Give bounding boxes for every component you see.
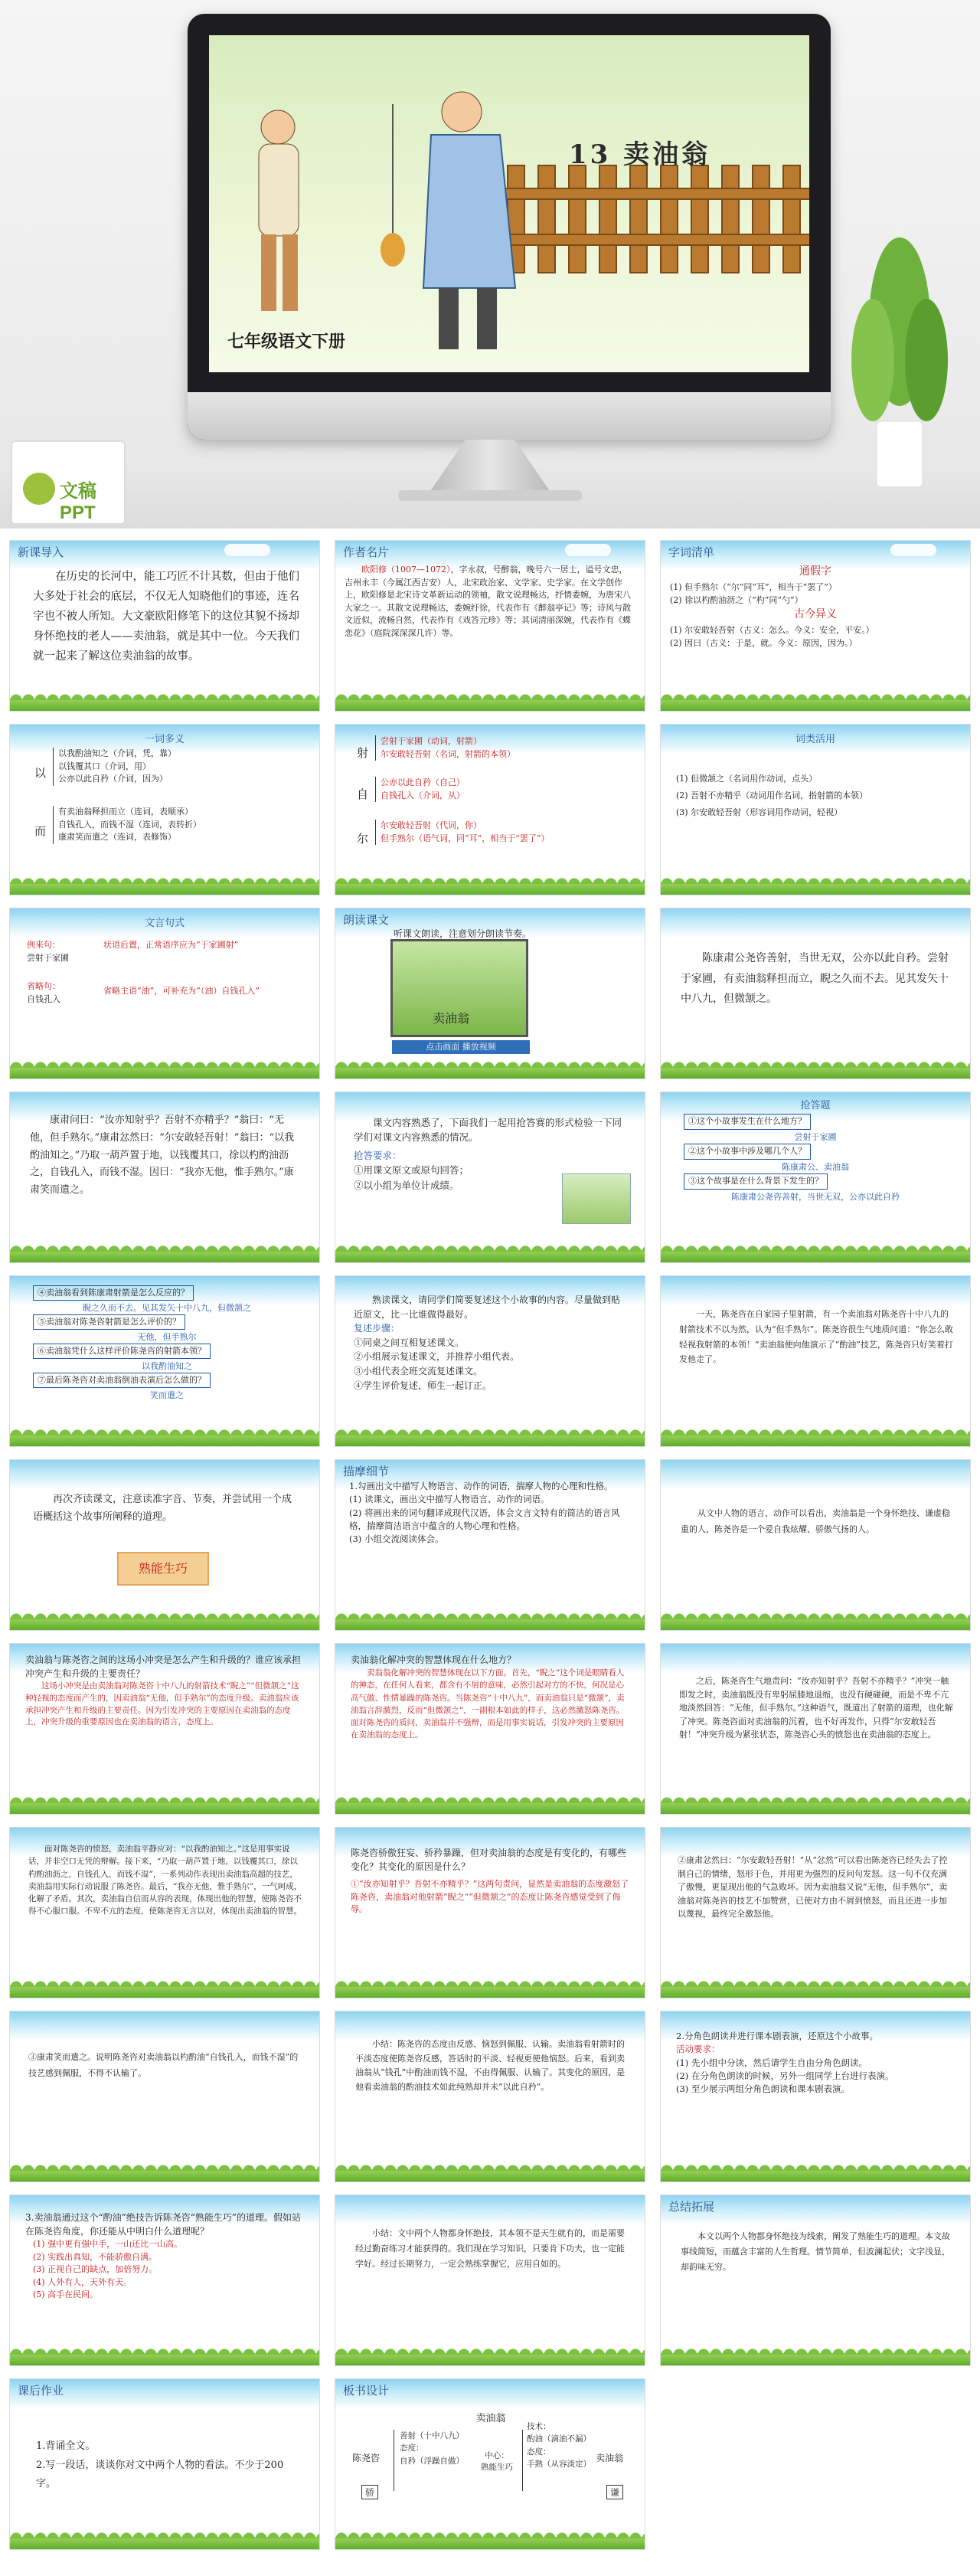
meaning: 以我酌油知之（介词，凭，靠） bbox=[58, 748, 176, 758]
homework-body bbox=[36, 2437, 296, 2534]
char-er: 而 bbox=[34, 824, 47, 838]
meaning: 公亦以此自矜（自己） bbox=[381, 777, 465, 787]
slide-wordclass[interactable] bbox=[660, 724, 971, 895]
wordclass-body bbox=[676, 771, 961, 879]
describe-answer: 从文中人物的语言、动作可以看出，卖油翁是一个身怀绝技、谦虚稳重的人，陈尧咨是一个爱自我炫耀、骄傲气扬的人。 bbox=[681, 1508, 950, 1534]
slide-tag: 文言句式 bbox=[144, 918, 185, 929]
brace-right bbox=[522, 2430, 523, 2491]
archer-figure bbox=[224, 97, 332, 319]
attitude3-answer: ③康肃笑而遣之。说明陈尧咨对卖油翁以杓酌油“自钱孔入，而钱不湿”的技艺感到佩服，不得不认输了。 bbox=[28, 2052, 299, 2078]
meaning: 有卖油翁释担而立（连词，表顺承） bbox=[58, 807, 193, 817]
retell-step: ④学生评价复述，师生一起订正。 bbox=[354, 1380, 492, 1391]
quiz-rule: ②以小组为单位计成绩。 bbox=[354, 1179, 459, 1191]
quiz-answer: 尝射于家圃 bbox=[794, 1131, 837, 1142]
slide-vocab[interactable] bbox=[660, 540, 971, 712]
slide-tag: 新课导入 bbox=[18, 545, 64, 559]
slide-tag: 字词清单 bbox=[668, 545, 715, 559]
author-name: 欧阳修（1007—1072） bbox=[361, 565, 451, 574]
reading-hint: 听课文朗读，注意划分朗读节奏。 bbox=[394, 928, 532, 939]
slide-homework[interactable] bbox=[9, 2378, 320, 2550]
quiz-question: ⑤卖油翁对陈尧咨射箭是怎么评价的？ bbox=[33, 1314, 185, 1330]
attitude2-answer: ②康肃忿然曰：“尔安敢轻吾射！”从“忿然”可以看出陈尧咨已经失去了控制自己的情绪，怒形于色，并用更为强烈的反问句发怒。这一句不仅充满了傲慢，更显现出他的气急败坏。因为卖油翁又说“无他，但手熟尔”，卖油翁对陈尧咨的技艺不加赞赏，已使对方由不屑到愤怒，而且还进一步加以蔑视，最终完全激怒他。 bbox=[678, 1855, 948, 1920]
slide-retell[interactable] bbox=[335, 1275, 645, 1447]
reread-text: 再次齐读课文，注意读准字音、节奏，并尝试用一个成语概括这个故事所阐释的道理。 bbox=[33, 1494, 292, 1524]
slide-brief-2[interactable] bbox=[335, 2195, 645, 2366]
polysemy-body bbox=[19, 748, 310, 879]
describe-body bbox=[349, 1480, 632, 1615]
slide-reading[interactable] bbox=[335, 908, 645, 1079]
describe-step: (2) 将画出来的词句翻译成现代汉语，体会文言文特有的简洁的语言风格，揣摩简洁语言中蕴含的人物心理和性格。 bbox=[349, 1507, 620, 1531]
expand-text: 本文以两个人物都身怀绝技为线索，阐发了熟能生巧的道理。本文故事线简短，而蕴含丰富的人生哲理。情节简单，但波澜起伏；文字浅显，却韵味无穷。 bbox=[681, 2231, 950, 2272]
describe-task: 1.勾画出文中描写人物语言、动作的词语，揣摩人物的心理和性格。 bbox=[349, 1481, 613, 1491]
board-diagram bbox=[349, 2410, 632, 2525]
quiz-answer: 睨之久而不去。见其发矢十中八九，但微颔之 bbox=[83, 1302, 251, 1313]
char-she: 射 bbox=[357, 746, 369, 760]
meaning: 公亦以此自矜（介词，因为） bbox=[58, 774, 168, 784]
passage-text: 康肃问曰：“汝亦知射乎？吾射不亦精乎？”翁曰：“无他，但手熟尔。”康肃忿然曰：“尔安敢轻吾射！”翁曰：“以我酌油知之。”乃取一葫芦置于地，以钱覆其口，徐以杓酌油沥之，自钱孔入，而钱不湿。因曰：“我亦无他，惟手熟尔。”康肃笑而遣之。 bbox=[30, 1115, 295, 1196]
author-bio: ，字永叔，号醉翁，晚号六一居士，谥号文忠，吉州永丰（今属江西吉安）人，北宋政治家、文学家、史学家。在文学创作上，欧阳修是北宋诗文革新运动的领袖，散文说理畅达，抒情委婉，为唐宋八大家之一。其散文说理畅达，委婉纡徐，代表作有《醉翁亭记》等；诗风与散文近似，流畅自然，代表作有《戏答元珍》等；其词清丽深婉，代表作有《蝶恋花》（庭院深深深几许）等。 bbox=[345, 565, 631, 638]
slide-roleplay[interactable] bbox=[660, 2011, 971, 2182]
monitor-base bbox=[398, 490, 582, 501]
board-text: 态度： bbox=[527, 2447, 551, 2457]
board-text: 技术： bbox=[527, 2422, 551, 2431]
roleplay-step: (2) 在分角色朗读的时候，另外一组同学上台进行表演。 bbox=[676, 2070, 894, 2081]
slide-quiz-1[interactable] bbox=[660, 1092, 971, 1263]
monitor-chin bbox=[188, 392, 831, 440]
slide-wisdom[interactable] bbox=[335, 1643, 645, 1815]
wisdom-body bbox=[351, 1653, 631, 1799]
brand-name: 文稿PPT bbox=[60, 481, 96, 523]
slide-wisdom-2[interactable] bbox=[660, 1643, 971, 1815]
potted-plant bbox=[842, 230, 957, 490]
slide-tag: 课后作业 bbox=[18, 2384, 64, 2398]
vocab-heading-1: 通假字 bbox=[799, 565, 831, 578]
conflict-answer: 这场小冲突是由卖油翁对陈尧咨十中八九的射箭技术“睨之”“但微颔之”这种轻视的态度而产生的，因卖油翁“无他，但手熟尔”的态度升级。卖油翁应该承担冲突产生和升级的主要责任。因为引发冲突的主要原因在卖油翁的态度上，冲突升级的重要原因也在卖油翁的语言，态度上。 bbox=[25, 1681, 299, 1727]
brand-calendar bbox=[11, 440, 126, 525]
board-left-name: 陈尧咨 bbox=[352, 2453, 381, 2463]
describe-step: (3) 小组交流阅读体会。 bbox=[349, 1533, 444, 1544]
slide-describe-2[interactable] bbox=[660, 1459, 971, 1631]
slide-theme[interactable] bbox=[9, 2195, 320, 2366]
board-right-trait: 谦 bbox=[606, 2485, 623, 2499]
quiz-intro: 课文内容熟悉了，下面我们一起用抢答赛的形式检验一下同学们对课文内容熟悉的情况。 bbox=[354, 1117, 622, 1144]
slide-quiz-rules[interactable] bbox=[335, 1092, 645, 1263]
quiz-question: ①这个小故事发生在什么地方？ bbox=[684, 1114, 811, 1130]
board-right-detail bbox=[527, 2421, 591, 2470]
retell-step: ③小组代表全班交流复述课文。 bbox=[354, 1365, 483, 1376]
syntax-note: 省略主语“油”，可补充为“（油）自钱孔入” bbox=[103, 986, 260, 996]
lesson-title: 13 卖油翁 bbox=[569, 139, 711, 170]
theme-answer: (1) 强中更有强中手，一山还比一山高。 bbox=[33, 2239, 183, 2249]
vocab-line: (1) 尔安敢轻吾射（古义：怎么。今义：安全，平安。） bbox=[670, 625, 874, 635]
author-text bbox=[345, 564, 635, 696]
monitor-frame bbox=[188, 14, 831, 440]
char-yi: 以 bbox=[34, 766, 47, 780]
passage-text: 陈康肃公尧咨善射，当世无双，公亦以此自矜。尝射于家圃，有卖油翁释担而立，睨之久而不去。见其发矢十中八九，但微颔之。 bbox=[681, 952, 949, 1006]
slide-polysemy[interactable] bbox=[9, 724, 320, 895]
meaning: 尔安敢轻吾射（名词，射箭的本领） bbox=[381, 748, 515, 759]
board-right-name: 卖油翁 bbox=[596, 2453, 624, 2463]
monitor-stand bbox=[429, 440, 551, 493]
slide-tag: 板书设计 bbox=[343, 2384, 390, 2398]
slide-tag: 作者名片 bbox=[343, 545, 390, 559]
slide-author[interactable] bbox=[335, 540, 645, 712]
retell-heading: 复述步骤： bbox=[354, 1323, 400, 1334]
syntax-kind: 省略句： bbox=[27, 981, 60, 991]
board-text: 中心： bbox=[485, 2451, 509, 2460]
slide-tag: 词类活用 bbox=[795, 734, 835, 745]
retell-body bbox=[354, 1293, 628, 1431]
theme-answer: (3) 正视自己的缺点，加倍努力。 bbox=[33, 2264, 158, 2274]
conflict-question: 卖油翁与陈尧咨之间的这场小冲突是怎么产生和升级的？谁应该承担冲突产生和升级的主要责任？ bbox=[25, 1655, 302, 1679]
quiz-answer: 陈康肃公尧咨善射，当世无双，公亦以此自矜 bbox=[731, 1191, 900, 1202]
board-text: 熟能生巧 bbox=[481, 2463, 513, 2472]
illustration-image bbox=[562, 1173, 631, 1224]
meaning: 自钱孔入，而钱不湿（连词，表转折） bbox=[58, 819, 201, 830]
play-video-button[interactable]: 点击画面 播放视频 bbox=[392, 1040, 530, 1054]
quiz2-body bbox=[33, 1285, 301, 1431]
slide-syntax[interactable] bbox=[9, 908, 320, 1079]
video-title: 卖油翁 bbox=[433, 1011, 470, 1026]
board-left-trait: 骄 bbox=[361, 2485, 378, 2499]
meaning: 自钱孔入（介词，从） bbox=[381, 790, 465, 800]
quiz-rules-heading: 抢答要求： bbox=[354, 1149, 402, 1161]
char-zi: 自 bbox=[357, 787, 369, 801]
slide-summary[interactable] bbox=[660, 1275, 971, 1447]
syntax-note: 状语后置，正常语序应为“于家圃射” bbox=[103, 940, 239, 950]
board-text: 善射（十中八九） bbox=[400, 2431, 464, 2440]
slide-attitude-3[interactable] bbox=[9, 2011, 320, 2182]
meaning: 以钱覆其口（介词，用） bbox=[58, 761, 151, 771]
attitude-answer: ①“汝亦知射乎？吾射不亦精乎？”这两句责问，显然是卖油翁的态度激怒了陈尧咨，卖油翁对他射箭“睨之”“但微颔之”的态度让陈尧咨感觉受到了侮辱。 bbox=[351, 1879, 629, 1914]
slide-attitude[interactable] bbox=[335, 1827, 645, 1998]
quiz-answer: 笑而遣之 bbox=[150, 1389, 184, 1400]
roleplay-heading: 活动要求： bbox=[676, 2044, 720, 2055]
char-er2: 尔 bbox=[357, 832, 369, 846]
board-text: 手熟（从容淡定） bbox=[527, 2459, 591, 2469]
theme-answer: (2) 实践出真知，不能骄傲自满。 bbox=[33, 2251, 158, 2262]
slide-text-2[interactable] bbox=[9, 1092, 320, 1263]
board-left-detail bbox=[400, 2430, 464, 2467]
homework-item: 1.背诵全文。 bbox=[36, 2440, 96, 2452]
describe-step: (1) 读课文，画出文中描写人物语言、动作的词语。 bbox=[349, 1494, 550, 1505]
theme-question: 3.卖油翁通过这个“酌油”绝技告诉陈尧咨“熟能生巧”的道理。假如站在陈尧咨角度，你还能从中明白什么道理呢？ bbox=[25, 2212, 301, 2237]
textbook-subtitle: 七年级语文下册 bbox=[227, 332, 346, 352]
slide-tag: 描摩细节 bbox=[343, 1465, 390, 1478]
slide-conflict[interactable] bbox=[9, 1643, 320, 1815]
cover-slide bbox=[209, 35, 809, 372]
syntax-body bbox=[19, 939, 310, 1063]
wisdom-answer: 卖翁翁化解冲突的智慧体现在以下方面。首先，“睨之”这个词是眼睛看人的神态，在任何人看来，都含有不屑的意味，必然引起对方的不快，何况是心高气傲、性情暴躁的陈尧咨。当陈尧咨“十中八九”，而卖油翁只是“微颔”，卖油翁言辞激烈，反而“但微颔之”，一副根本如此的样子，这必然激怒陈尧咨。面对陈尧咨的质问，卖油翁并不强辩，而是用事实说话，引发冲突的主要原因在卖油翁的态度上。 bbox=[351, 1668, 625, 1740]
hero-banner bbox=[0, 0, 980, 529]
homework-item: 2.写一段话，谈谈你对文中两个人物的看法。不少于200字。 bbox=[36, 2459, 284, 2490]
theme-body bbox=[25, 2211, 305, 2350]
slide-intro[interactable] bbox=[9, 540, 320, 712]
board-text: 酌油（滴油不漏） bbox=[527, 2434, 591, 2444]
roleplay-body bbox=[676, 2030, 955, 2166]
wisdom2-answer: 之后，陈尧咨生气地责问：“汝亦知射乎？吾射不亦精乎？”冲突一触即发之时，卖油翁既没有卑躬屈膝地退缩，也没有硬碰硬，而是不卑不亢地淡然回答：“无他，但手熟尔。”这种语气，既道出了射箭的道理，也化解了冲突。陈尧咨面对卖油翁的沉着，也不好再发作，只得“尔安敢轻吾射！”冲突升级为紧张状态，陈尧咨心头的愤怒也在卖油翁的态度上。 bbox=[679, 1676, 953, 1740]
slide-tag: 总结拓展 bbox=[668, 2200, 715, 2214]
vocab-line: (1) 但手熟尔（“尔”同“耳”，相当于“罢了”） bbox=[670, 582, 837, 592]
wordclass-line: (2) 吾射不亦精乎（动词用作名词，指射箭的本领） bbox=[676, 790, 868, 800]
meaning: 尔安敢轻吾射（代词，你） bbox=[381, 820, 482, 830]
board-text: 态度： bbox=[400, 2443, 424, 2453]
wisdom3-answer: 面对陈尧咨的愤怒，卖油翁平静应对：“以我酌油知之。”这是用事实说话，并非空口无凭的辩解。接下来，“乃取一葫芦置于地，以钱覆其口，徐以杓酌油沥之，自钱孔入，而钱不湿”，一系列动作表现出卖油翁高超的技艺，卖油翁用实际行动说服了陈尧咨。最后，“我亦无他，惟手熟尔”，一气呵成，化解了矛盾。其次，卖油翁自信而从容的表现，体现出他的智慧，使陈尧咨不得不心服口服。不卑不亢的态度，使陈尧咨无言以对，体现出卖油翁的智慧。 bbox=[28, 1844, 302, 1916]
quiz-question: ④卖油翁看到陈康肃射箭是怎么反应的？ bbox=[33, 1285, 194, 1301]
vocab-line: (2) 因曰（古义：于是，就。今义：原因，因为。） bbox=[670, 637, 858, 648]
quiz-question: ③这个故事是在什么背景下发生的？ bbox=[684, 1173, 828, 1190]
slide-polysemy-2[interactable] bbox=[335, 724, 645, 895]
slide-quiz-2[interactable] bbox=[9, 1275, 320, 1447]
slide-wisdom-3[interactable] bbox=[9, 1827, 320, 1998]
meaning: 尝射于家圃（动词，射箭） bbox=[381, 736, 482, 746]
retell-step: ①同桌之间互相复述课文。 bbox=[354, 1337, 465, 1348]
retell-step: ②小组展示复述课文，并推荐小组代表。 bbox=[354, 1351, 520, 1363]
slide-reread[interactable] bbox=[9, 1459, 320, 1631]
meaning: 康肃笑而遣之（连词，表修饰） bbox=[58, 832, 176, 842]
intro-text: 在历史的长河中，能工巧匠不计其数，但由于他们大多处于社会的底层，不仅无人知晓他们的事迹，连名字也不被人所知。大文豪欧阳修笔下的这位其貌不扬却身怀绝技的老人——卖油翁，就是其中一位。今天我们就一起来了解这位卖油翁的故事。 bbox=[33, 571, 299, 663]
wordclass-line: (1) 但微颔之（名词用作动词，点头） bbox=[676, 774, 818, 784]
brief2-text: 小结：文中两个人物都身怀绝技，其本领不是天生就有的，而是需要经过勤奋练习才能获得的。我们现在学习知识，只要肯下功夫，也一定能学好。经过长期努力，一定会熟练掌握它，应用自如的。 bbox=[355, 2228, 625, 2269]
wisdom-question: 卖油翁化解冲突的智慧体现在什么地方？ bbox=[351, 1655, 517, 1665]
summary-text: 一天，陈尧咨在自家园子里射箭，有一个卖油翁对陈尧咨十中八九的射箭技术不以为然，认为“但手熟尔”。陈尧咨很生气地质问道：“你怎么敢轻视我射箭的本领！”卖油翁便向他演示了“酌油”技艺，陈尧咨只好笑着打发他走了。 bbox=[679, 1309, 953, 1365]
quiz-answer: 陈康肃公、卖油翁 bbox=[782, 1161, 849, 1172]
vocab-body bbox=[670, 564, 961, 696]
slide-describe[interactable] bbox=[335, 1459, 645, 1631]
slide-expand[interactable] bbox=[660, 2195, 971, 2366]
quiz-question: ⑥卖油翁凭什么这样评价陈尧咨的射箭本领？ bbox=[33, 1344, 211, 1359]
quiz-question: ⑦最后陈尧咨对卖油翁倒油表演后怎么做的？ bbox=[33, 1373, 211, 1388]
slide-text-1[interactable] bbox=[660, 908, 971, 1079]
roleplay-task: 2.分角色朗读并进行课本剧表演，还原这个小故事。 bbox=[676, 2031, 878, 2041]
board-title: 卖油翁 bbox=[475, 2413, 506, 2424]
slide-tag: 一词多义 bbox=[144, 734, 185, 745]
theme-answer: (5) 高手在民间。 bbox=[33, 2290, 99, 2299]
board-text: 自矜（浮躁自傲） bbox=[400, 2456, 464, 2466]
meaning: 但手熟尔（语气词，同“耳”，相当于“罢了”） bbox=[381, 833, 550, 843]
attitude-question: 陈尧咨骄傲狂妄、骄矜暴躁，但对卖油翁的态度是有变化的，有哪些变化？其变化的原因是什么？ bbox=[351, 1848, 627, 1872]
theme-answer: (4) 人外有人，天外有天。 bbox=[33, 2277, 132, 2287]
slide-tag: 朗读课文 bbox=[343, 913, 390, 927]
quiz1-body bbox=[684, 1114, 947, 1247]
quiz-answer: 以我酌油知之 bbox=[142, 1360, 192, 1371]
slide-tag: 抢答题 bbox=[800, 1100, 831, 1111]
board-center bbox=[481, 2450, 513, 2473]
wordclass-line: (3) 尔安敢轻吾射（形容词用作动词，轻视） bbox=[676, 807, 843, 817]
conflict-body bbox=[25, 1653, 305, 1799]
brand-logo-icon bbox=[23, 473, 55, 505]
vocab-line: (2) 徐以杓酌油沥之（“杓”同“勺”） bbox=[670, 594, 803, 605]
syntax-example: 尝射于家圃 bbox=[27, 952, 69, 963]
syntax-kind: 例来句： bbox=[27, 940, 60, 950]
syntax-example: 自钱孔入 bbox=[27, 993, 60, 1004]
quiz-question: ②这个小故事中涉及哪几个人？ bbox=[684, 1144, 811, 1160]
slide-brief[interactable] bbox=[335, 2011, 645, 2182]
attitude-body bbox=[351, 1846, 631, 1982]
roleplay-step: (1) 先小组中分读，然后请学生自由分角色朗读。 bbox=[676, 2057, 867, 2068]
slide-board[interactable] bbox=[335, 2378, 645, 2550]
vocab-heading-2: 古今异义 bbox=[794, 608, 837, 620]
oil-seller-figure bbox=[362, 58, 531, 365]
idiom-answer-button[interactable]: 熟能生巧 bbox=[117, 1552, 209, 1586]
quiz-rule: ①用课文原文或原句回答； bbox=[354, 1164, 469, 1177]
roleplay-step: (3) 至少展示两组分角色朗读和课本剧表演。 bbox=[676, 2083, 850, 2094]
quiz-answer: 无他，但手熟尔 bbox=[137, 1331, 197, 1342]
polysemy2-body bbox=[345, 735, 635, 879]
brief-text: 小结：陈尧咨的态度由反感、恼怒到佩服、认输。卖油翁看射箭时的平淡态度使陈尧咨反感，答话时的平淡、轻视更使他恼怒。后来，看到卖油翁从“钱孔”中酌油而钱不湿，不由得佩服、认输了。其变化的原因，是他看卖油翁的酌油技术如此纯熟却并未“以此自矜”。 bbox=[355, 2039, 626, 2093]
retell-intro: 熟读课文，请同学们简要复述这个小故事的内容。尽量做到贴近原文，比一比谁做得最好。 bbox=[354, 1295, 621, 1320]
slide-attitude-2[interactable] bbox=[660, 1827, 971, 1998]
video-player[interactable] bbox=[390, 939, 528, 1037]
